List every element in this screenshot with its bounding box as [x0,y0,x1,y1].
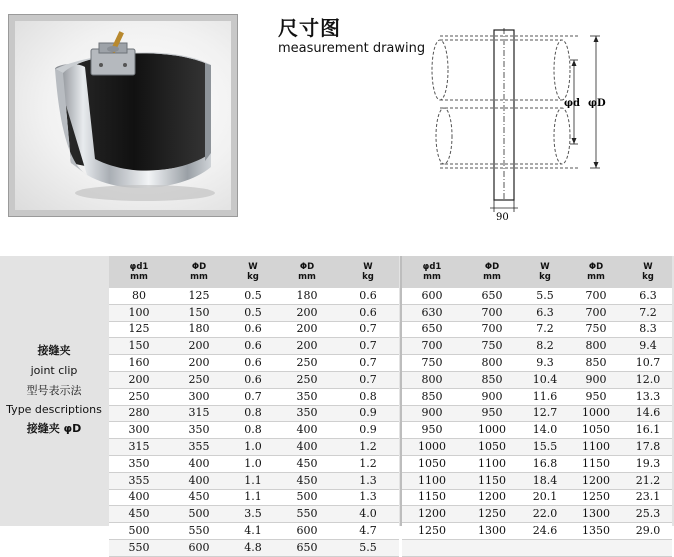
table-cell: 400 [277,422,337,439]
table-row [402,388,672,405]
table-cell: 250 [169,371,229,388]
table-cell: 750 [462,338,522,355]
column-header [169,256,229,288]
table-cell: 200 [109,371,169,388]
table-cell: 22.0 [522,506,568,523]
table-row [109,288,399,304]
table-cell: 500 [169,506,229,523]
table-cell: 300 [169,388,229,405]
table-cell: 1000 [568,405,624,422]
table-cell: 1.2 [337,439,399,456]
table-cell: 600 [169,539,229,556]
table-cell: 0.7 [229,388,277,405]
table-cell [568,539,624,556]
table-cell: 1.1 [229,472,277,489]
table-cell: 8.3 [624,321,672,338]
column-header [522,256,568,288]
spec-table-right [402,256,672,557]
table-row [109,388,399,405]
table-cell: 1.0 [229,439,277,456]
table-cell: 500 [109,523,169,540]
table-cell: 1300 [462,523,522,540]
table-cell: 9.3 [522,355,568,372]
table-cell [402,539,462,556]
table-cell: 400 [169,455,229,472]
column-header-symbol: ΦD [588,262,604,272]
table-cell: 12.0 [624,371,672,388]
table-cell: 315 [109,439,169,456]
table-cell: 18.4 [522,472,568,489]
table-cell: 11.6 [522,388,568,405]
table-cell: 125 [169,288,229,304]
table-cell: 850 [568,355,624,372]
label-type-format: 接缝夹 φD [26,422,82,435]
table-cell: 1050 [568,422,624,439]
table-cell: 355 [109,472,169,489]
table-row [109,489,399,506]
table-cell: 300 [109,422,169,439]
dim-width: 90 [496,212,509,222]
table-cell: 1.3 [337,489,399,506]
table-cell: 750 [402,355,462,372]
table-cell: 1000 [402,439,462,456]
table-cell: 180 [277,288,337,304]
table-cell: 200 [277,304,337,321]
table-row [109,523,399,540]
label-type-desc-en: Type descriptions [6,403,102,416]
column-header [624,256,672,288]
table-row [402,489,672,506]
table-cell: 16.1 [624,422,672,439]
table-cell: 1100 [568,439,624,456]
table-cell: 250 [109,388,169,405]
measurement-drawing-svg [430,22,610,222]
table-cell: 5.5 [337,539,399,556]
table-cell: 550 [109,539,169,556]
table-row [109,539,399,556]
title-english: measurement drawing [278,41,426,56]
table-cell: 400 [109,489,169,506]
table-cell: 950 [402,422,462,439]
column-header-unit: mm [587,272,605,282]
table-cell: 600 [277,523,337,540]
table-cell: 19.3 [624,455,672,472]
table-cell: 550 [277,506,337,523]
column-header-symbol: φd1 [422,262,442,272]
table-cell: 550 [169,523,229,540]
table-cell: 1150 [462,472,522,489]
title-chinese: 尺寸图 [278,16,341,40]
table-cell: 0.6 [229,321,277,338]
table-header-row [109,256,399,288]
dim-large-diameter: φD [588,98,606,109]
table-cell: 21.2 [624,472,672,489]
table-cell [462,539,522,556]
table-row [109,405,399,422]
table-cell: 700 [462,304,522,321]
table-cell: 250 [277,371,337,388]
table-cell: 8.2 [522,338,568,355]
table-cell: 10.4 [522,371,568,388]
table-cell: 450 [277,455,337,472]
table-cell: 0.5 [229,288,277,304]
dim-small-diameter: φd [564,98,581,109]
table-cell: 4.0 [337,506,399,523]
table-row [109,371,399,388]
table-cell: 200 [169,355,229,372]
table-cell: 1250 [402,523,462,540]
table-cell: 29.0 [624,523,672,540]
table-cell: 350 [109,455,169,472]
table-cell: 13.3 [624,388,672,405]
table-cell: 0.7 [337,371,399,388]
table-header-row [402,256,672,288]
table-cell: 450 [169,489,229,506]
column-header-symbol: ΦD [299,262,315,272]
table-cell: 1150 [568,455,624,472]
table-cell: 125 [109,321,169,338]
label-joint-clip-zh: 接缝夹 [37,344,71,357]
table-row [109,304,399,321]
table-cell: 0.6 [337,288,399,304]
table-cell: 0.6 [229,371,277,388]
table-cell: 0.8 [229,422,277,439]
table-cell: 1100 [462,455,522,472]
column-header [277,256,337,288]
table-cell: 250 [277,355,337,372]
table-cell: 17.8 [624,439,672,456]
column-header-unit: mm [298,272,316,282]
table-row [402,355,672,372]
table-cell: 3.5 [229,506,277,523]
label-type-desc-zh: 型号表示法 [26,384,82,397]
product-photo-frame [8,14,238,217]
column-header-unit: mm [423,272,441,282]
column-header-symbol: ΦD [484,262,500,272]
table-cell: 800 [402,371,462,388]
column-header [229,256,277,288]
table-cell: 15.5 [522,439,568,456]
table-row [402,371,672,388]
table-cell: 700 [568,304,624,321]
table-cell: 850 [462,371,522,388]
column-header-unit: kg [247,272,259,282]
table-cell: 900 [568,371,624,388]
table-cell: 450 [109,506,169,523]
table-body [109,288,399,556]
spec-table-left [109,256,399,557]
table-cell: 950 [568,388,624,405]
table-cell: 1350 [568,523,624,540]
table-cell: 350 [277,405,337,422]
column-header-unit: kg [362,272,374,282]
table-cell: 350 [169,422,229,439]
table-cell: 1250 [462,506,522,523]
table-cell: 1050 [462,439,522,456]
table-cell: 16.8 [522,455,568,472]
table-row [402,439,672,456]
table-cell: 355 [169,439,229,456]
table-cell: 800 [462,355,522,372]
table-row [402,405,672,422]
table-cell: 280 [109,405,169,422]
column-header [402,256,462,288]
table-cell: 5.5 [522,288,568,304]
table-cell: 950 [462,405,522,422]
table-row [109,506,399,523]
table-cell: 150 [109,338,169,355]
table-row [402,539,672,556]
table-cell: 400 [169,472,229,489]
table-cell: 1050 [402,455,462,472]
table-cell: 1200 [462,489,522,506]
table-row [109,338,399,355]
table-cell: 6.3 [624,288,672,304]
table-cell: 10.7 [624,355,672,372]
table-cell: 1.1 [229,489,277,506]
product-photo [15,21,231,210]
table-cell: 4.7 [337,523,399,540]
column-header-unit: mm [483,272,501,282]
table-cell: 1.0 [229,455,277,472]
table-cell: 150 [169,304,229,321]
table-cell: 0.6 [337,304,399,321]
table-cell: 0.7 [337,321,399,338]
table-cell: 350 [277,388,337,405]
table-cell [624,539,672,556]
table-cell: 700 [462,321,522,338]
table-row [402,304,672,321]
table-row [402,506,672,523]
table-cell: 6.3 [522,304,568,321]
table-row [402,422,672,439]
column-header-symbol: W [363,262,373,272]
column-header-symbol: W [540,262,550,272]
table-cell: 25.3 [624,506,672,523]
table-row [109,439,399,456]
table-cell: 0.8 [229,405,277,422]
table-row [109,455,399,472]
table-cell: 450 [277,472,337,489]
table-cell: 1300 [568,506,624,523]
table-cell: 1200 [568,472,624,489]
table-cell: 1250 [568,489,624,506]
table-cell: 500 [277,489,337,506]
table-row [402,455,672,472]
column-header-unit: kg [642,272,654,282]
table-cell: 0.9 [337,422,399,439]
table-cell: 160 [109,355,169,372]
column-header-symbol: W [248,262,258,272]
table-cell: 650 [277,539,337,556]
table-cell: 750 [568,321,624,338]
table-row [402,523,672,540]
table-cell: 7.2 [624,304,672,321]
table-row [109,321,399,338]
table-row [109,472,399,489]
table-cell: 4.1 [229,523,277,540]
table-row [402,288,672,304]
column-header-unit: mm [190,272,208,282]
label-joint-clip-en: joint clip [30,364,78,377]
column-header-symbol: φd1 [129,262,149,272]
table-cell: 9.4 [624,338,672,355]
table-row [402,472,672,489]
table-cell: 850 [402,388,462,405]
table-cell: 900 [402,405,462,422]
column-header-symbol: ΦD [191,262,207,272]
table-cell: 700 [568,288,624,304]
column-header [568,256,624,288]
table-cell: 23.1 [624,489,672,506]
table-cell: 14.0 [522,422,568,439]
table-cell: 650 [402,321,462,338]
table-cell: 0.7 [337,338,399,355]
table-cell: 0.6 [229,338,277,355]
table-cell: 600 [402,288,462,304]
column-header [109,256,169,288]
table-cell: 200 [169,338,229,355]
table-body [402,288,672,556]
table-cell: 400 [277,439,337,456]
column-header [462,256,522,288]
table-cell: 0.8 [337,388,399,405]
column-header-unit: mm [130,272,148,282]
table-cell: 1100 [402,472,462,489]
table-cell: 24.6 [522,523,568,540]
table-cell: 7.2 [522,321,568,338]
table-cell: 4.8 [229,539,277,556]
table-cell: 14.6 [624,405,672,422]
table-cell: 1.2 [337,455,399,472]
table-row [402,321,672,338]
table-cell: 200 [277,321,337,338]
table-cell: 100 [109,304,169,321]
table-cell: 0.5 [229,304,277,321]
drawing-heading [278,16,425,57]
table-cell: 0.9 [337,405,399,422]
table-cell: 630 [402,304,462,321]
table-cell: 650 [462,288,522,304]
column-header-unit: kg [539,272,551,282]
table-cell: 1150 [402,489,462,506]
table-cell: 1.3 [337,472,399,489]
table-cell: 315 [169,405,229,422]
table-cell: 1200 [402,506,462,523]
column-header-symbol: W [643,262,653,272]
table-cell: 0.7 [337,355,399,372]
table-cell: 800 [568,338,624,355]
table-row [109,355,399,372]
table-row [402,338,672,355]
table-cell: 20.1 [522,489,568,506]
column-header [337,256,399,288]
table-cell: 12.7 [522,405,568,422]
table-cell: 180 [169,321,229,338]
table-cell: 1000 [462,422,522,439]
table-cell: 900 [462,388,522,405]
table-cell: 200 [277,338,337,355]
table-cell [522,539,568,556]
measurement-diagram [430,22,610,222]
table-cell: 0.6 [229,355,277,372]
table-cell: 700 [402,338,462,355]
table-row [109,422,399,439]
table-cell: 80 [109,288,169,304]
type-description-panel [0,256,108,526]
